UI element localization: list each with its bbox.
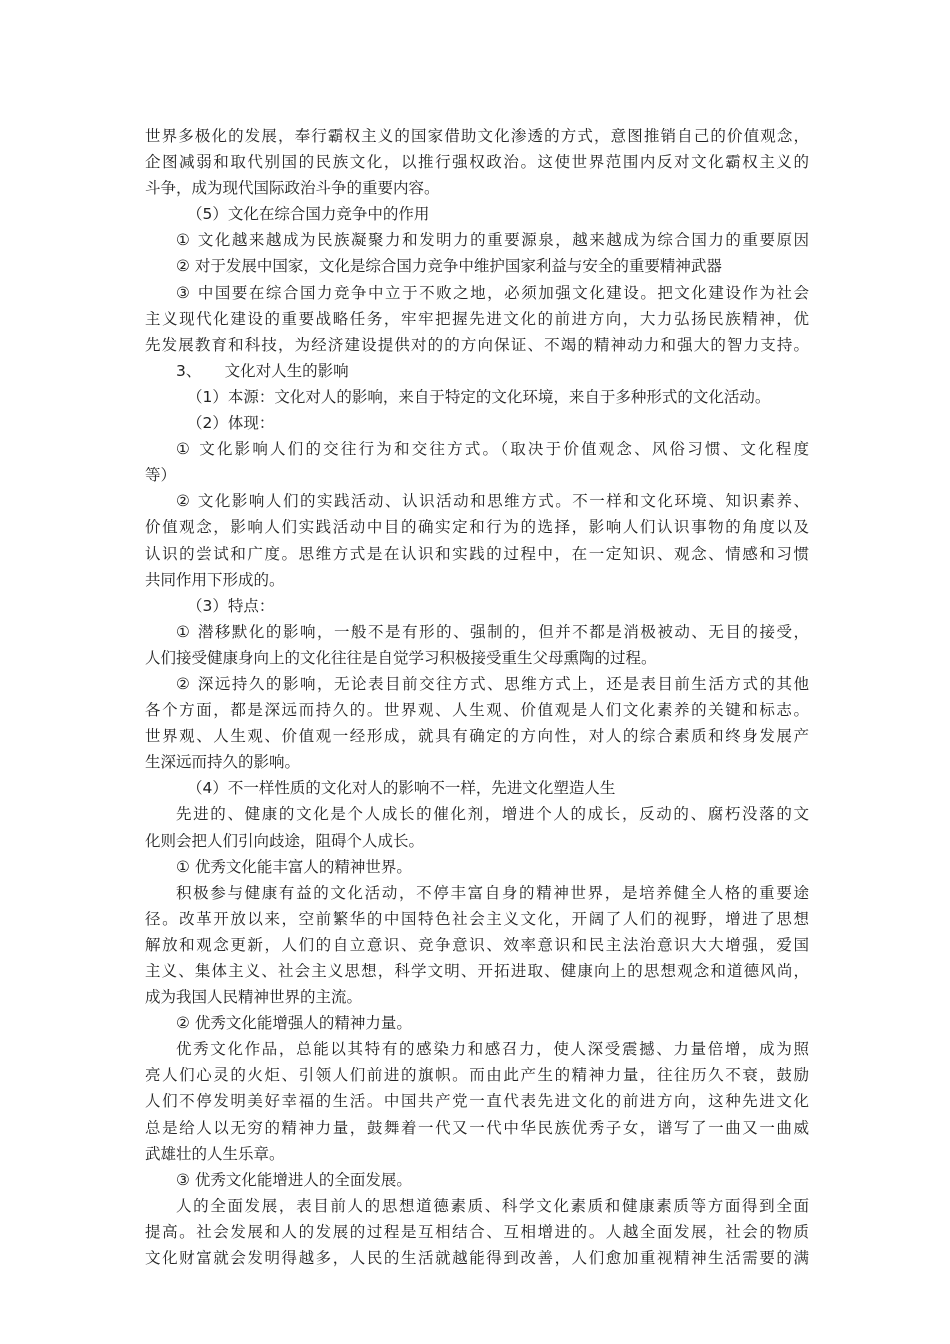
text-line: 提高。社会发展和人的发展的过程是互相结合、互相增进的。人越全面发展，社会的物质 — [145, 1222, 809, 1241]
text-line: ③ 优秀文化能增进人的全面发展。 — [176, 1170, 412, 1189]
text-line: （1）本源：文化对人的影响，来自于特定的文化环境，来自于多种形式的文化活动。 — [187, 387, 771, 406]
document-body — [145, 123, 809, 1271]
text-line: （4）不一样性质的文化对人的影响不一样，先进文化塑造人生 — [187, 779, 616, 798]
text-line: 共同作用下形成的。 — [145, 570, 285, 589]
text-line: 斗争，成为现代国际政治斗争的重要内容。 — [145, 179, 440, 198]
text-line: ② 对于发展中国家，文化是综合国力竞争中维护国家利益与安全的重要精神武器 — [176, 257, 722, 276]
text-line: ① 文化影响人们的交往行为和交往方式。（取决于价值观念、风俗习惯、文化程度 — [176, 440, 809, 459]
text-line: 价值观念，影响人们实践活动中目的确实定和行为的选择，影响人们认识事物的角度以及 — [145, 518, 809, 537]
text-line: 企图减弱和取代别国的民族文化，以推行强权政治。这使世界范围内反对文化霸权主义的 — [145, 153, 809, 172]
text-line: 主义现代化建设的重要战略任务，牢牢把握先进文化的前进方向，大力弘扬民族精神，优 — [145, 309, 809, 328]
text-line: 人的全面发展，表目前人的思想道德素质、科学文化素质和健康素质等方面得到全面 — [176, 1196, 809, 1215]
text-line: 3、 文化对人生的影响 — [176, 361, 349, 380]
text-line: 人们接受健康身向上的文化往往是自觉学习积极接受重生父母熏陶的过程。 — [145, 648, 657, 667]
text-line: 文化财富就会发明得越多，人民的生活就越能得到改善，人们愈加重视精神生活需要的满 — [145, 1249, 809, 1268]
text-line: 成为我国人民精神世界的主流。 — [145, 988, 363, 1007]
text-line: 认识的尝试和广度。思维方式是在认识和实践的过程中，在一定知识、观念、情感和习惯 — [145, 544, 809, 563]
text-line: 径。改革开放以来，空前繁华的中国特色社会主义文化，开阔了人们的视野，增进了思想 — [145, 909, 809, 928]
text-line: 先进的、健康的文化是个人成长的催化剂，增进个人的成长，反动的、腐朽没落的文 — [176, 805, 809, 824]
text-line: 世界多极化的发展，奉行霸权主义的国家借助文化渗透的方式，意图推销自己的价值观念， — [145, 127, 809, 145]
text-line: ① 文化越来越成为民族凝聚力和发明力的重要源泉，越来越成为综合国力的重要原因 — [176, 231, 809, 250]
text-line: ② 文化影响人们的实践活动、认识活动和思维方式。不一样和文化环境、知识素养、 — [176, 492, 809, 511]
text-line: （3）特点： — [187, 596, 275, 615]
text-line: 武雄壮的人生乐章。 — [145, 1144, 285, 1163]
text-line: ② 深远持久的影响，无论表目前交往方式、思维方式上，还是表目前生活方式的其他 — [176, 674, 809, 693]
text-line: 亮人们心灵的火炬、引领人们前进的旗帜。而由此产生的精神力量，往往历久不衰，鼓励 — [145, 1066, 809, 1085]
text-line: 先发展教育和科技，为经济建设提供对的的方向保证、不竭的精神动力和强大的智力支持。 — [145, 335, 809, 354]
text-line: 解放和观念更新，人们的自立意识、竞争意识、效率意识和民主法治意识大大增强，爱国 — [145, 935, 809, 954]
text-line: ② 优秀文化能增强人的精神力量。 — [176, 1014, 412, 1033]
text-line: ① 潜移默化的影响，一般不是有形的、强制的，但并不都是消极被动、无目的接受， — [176, 622, 809, 641]
text-line: 等） — [145, 466, 177, 485]
text-line: ① 优秀文化能丰富人的精神世界。 — [176, 857, 412, 876]
text-line: 化则会把人们引向歧途，阻碍个人成长。 — [145, 831, 425, 850]
text-line: 生深远而持久的影响。 — [145, 753, 301, 772]
text-line: （5）文化在综合国力竞争中的作用 — [187, 205, 430, 224]
text-line: 世界观、人生观、价值观一经形成，就具有确定的方向性，对人的综合素质和终身发展产 — [145, 727, 809, 746]
text-line: 总是给人以无穷的精神力量，鼓舞着一代又一代中华民族优秀子女，谱写了一曲又一曲威 — [145, 1118, 809, 1137]
text-line: 各个方面，都是深远而持久的。世界观、人生观、价值观是人们文化素养的关键和标志。 — [145, 701, 809, 720]
text-line: 人们不停发明美好幸福的生活。中国共产党一直代表先进文化的前进方向，这种先进文化 — [145, 1092, 809, 1111]
text-line: ③ 中国要在综合国力竞争中立于不败之地，必须加强文化建设。把文化建设作为社会 — [176, 283, 809, 302]
text-line: 积极参与健康有益的文化活动，不停丰富自身的精神世界，是培养健全人格的重要途 — [176, 883, 809, 902]
text-line: 主义、集体主义、社会主义思想，科学文明、开拓进取、健康向上的思想观念和道德风尚， — [145, 962, 809, 980]
text-line: （2）体现： — [187, 414, 275, 433]
text-line: 优秀文化作品，总能以其特有的感染力和感召力，使人深受震撼、力量倍增，成为照 — [176, 1040, 809, 1059]
